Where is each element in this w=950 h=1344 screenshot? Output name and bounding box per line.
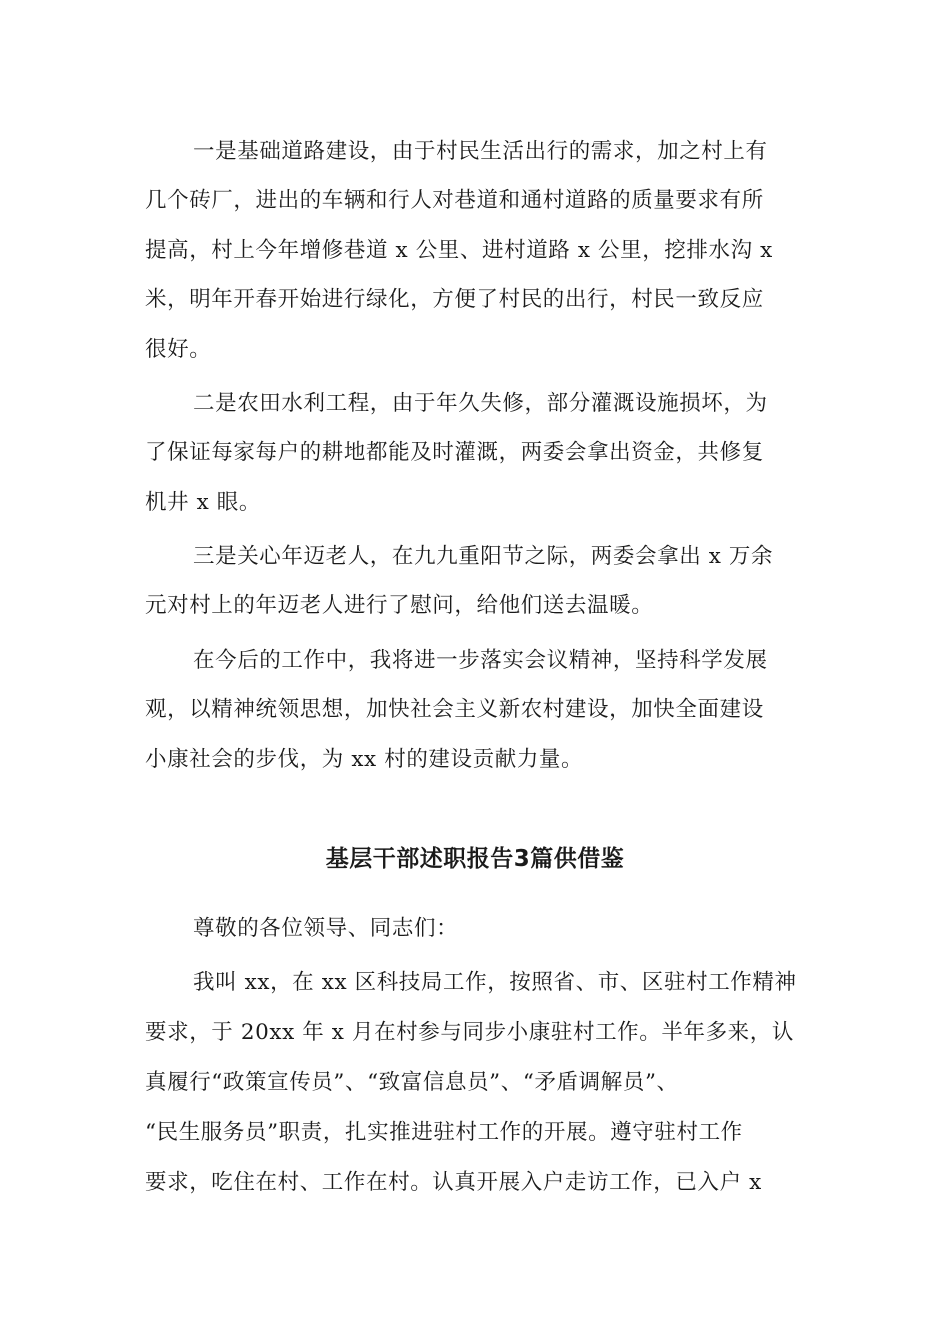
paragraph-line: 要求，于 20xx 年 x 月在村参与同步小康驻村工作。半年多来，认 [145, 1020, 794, 1045]
paragraph-line: 小康社会的步伐，为 xx 村的建设贡献力量。 [145, 747, 584, 772]
paragraph-line: 在今后的工作中，我将进一步落实会议精神，坚持科学发展 [193, 648, 768, 673]
salutation-line: 尊敬的各位领导、同志们： [193, 916, 459, 941]
paragraph-line: 观，以精神统领思想，加快社会主义新农村建设，加快全面建设 [145, 697, 764, 722]
paragraph-line: 了保证每家每户的耕地都能及时灌溉，两委会拿出资金，共修复 [145, 440, 764, 465]
paragraph-line: 我叫 xx，在 xx 区科技局工作，按照省、市、区驻村工作精神 [193, 970, 797, 995]
paragraph-line: 很好。 [145, 337, 212, 362]
paragraph-line: 二是农田水利工程，由于年久失修，部分灌溉设施损坏，为 [193, 391, 768, 416]
paragraph-line: 米，明年开春开始进行绿化，方便了村民的出行，村民一致反应 [145, 287, 764, 312]
paragraph-line: 要求，吃住在村、工作在村。认真开展入户走访工作，已入户 x [145, 1170, 762, 1195]
paragraph-line: 几个砖厂，进出的车辆和行人对巷道和通村道路的质量要求有所 [145, 188, 764, 213]
section-heading: 基层干部述职报告3篇供借鉴 [325, 846, 625, 872]
paragraph-line: 机井 x 眼。 [145, 490, 261, 515]
paragraph-line: 提高，村上今年增修巷道 x 公里、进村道路 x 公里，挖排水沟 x [145, 238, 773, 263]
paragraph-line: “民生服务员”职责，扎实推进驻村工作的开展。遵守驻村工作 [145, 1120, 743, 1145]
paragraph-line: 一是基础道路建设，由于村民生活出行的需求，加之村上有 [193, 139, 768, 164]
paragraph-line: 真履行“政策宣传员”、“致富信息员”、“矛盾调解员”、 [145, 1070, 679, 1095]
paragraph-line: 三是关心年迈老人，在九九重阳节之际，两委会拿出 x 万余 [193, 544, 774, 569]
paragraph-line: 元对村上的年迈老人进行了慰问，给他们送去温暖。 [145, 593, 654, 618]
